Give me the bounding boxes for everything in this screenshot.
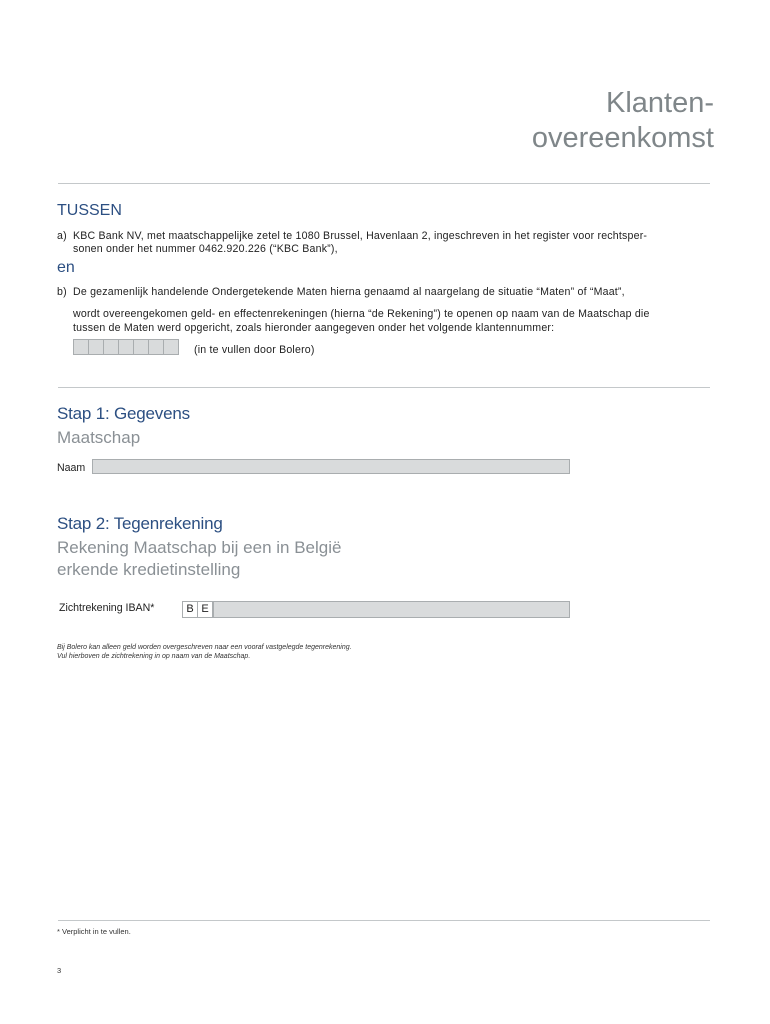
- clause-b-line3: tussen de Maten werd opgericht, zoals hieronder aangegeven onder het volgende klantennummer:: [73, 322, 555, 334]
- client-number-field[interactable]: [73, 339, 178, 355]
- clause-b-line1: De gezamenlijk handelende Ondergetekende Maten hierna genaamd al naargelang de situatie “Maten” of “Maat”,: [73, 286, 625, 298]
- page-title-line2: overeenkomst: [531, 122, 714, 154]
- iban-prefix-cell: E: [197, 601, 213, 618]
- clause-a-marker: a): [57, 230, 67, 242]
- page-number: 3: [57, 966, 62, 975]
- en-heading: en: [57, 259, 75, 276]
- client-number-cell[interactable]: [133, 339, 149, 355]
- client-number-cell[interactable]: [163, 339, 179, 355]
- footer-divider: [58, 920, 710, 921]
- client-number-cell[interactable]: [148, 339, 164, 355]
- clause-b-marker: b): [57, 286, 67, 298]
- iban-label: Zichtrekening IBAN*: [59, 602, 155, 614]
- page-title-line1: Klanten-: [605, 87, 714, 119]
- tussen-heading: TUSSEN: [57, 202, 122, 219]
- name-label: Naam: [57, 462, 86, 474]
- iban-field[interactable]: [213, 601, 570, 618]
- client-number-cell[interactable]: [103, 339, 119, 355]
- iban-note-line1: Bij Bolero kan alleen geld worden overgeschreven naar een vooraf vastgelegde tegenrekening.: [57, 644, 352, 651]
- clause-a-line2: sonen onder het nummer 0462.920.226 (“KBC Bank”),: [73, 243, 338, 255]
- required-note: * Verplicht in te vullen.: [57, 927, 131, 936]
- client-number-note: (in te vullen door Bolero): [194, 344, 315, 356]
- iban-country-code: [182, 601, 212, 618]
- client-number-cell[interactable]: [73, 339, 89, 355]
- name-field[interactable]: [92, 459, 570, 474]
- step1-title: Stap 1: Gegevens: [57, 404, 190, 423]
- clause-b-line2: wordt overeengekomen geld- en effectenrekeningen (hierna “de Rekening”) te openen op naam van de Maatschap die: [73, 308, 650, 320]
- iban-prefix-cell: B: [182, 601, 198, 618]
- divider: [58, 183, 710, 184]
- iban-note-line2: Vul hierboven de zichtrekening in op naam van de Maatschap.: [57, 653, 251, 660]
- clause-a-line1: KBC Bank NV, met maatschappelijke zetel te 1080 Brussel, Havenlaan 2, ingeschreven in het register voor rechtsper-: [73, 230, 648, 242]
- client-number-cell[interactable]: [118, 339, 134, 355]
- step2-title: Stap 2: Tegenrekening: [57, 514, 223, 533]
- step2-subtitle-line2: erkende kredietinstelling: [57, 560, 241, 579]
- client-number-cell[interactable]: [88, 339, 104, 355]
- step2-subtitle-line1: Rekening Maatschap bij een in België: [57, 538, 342, 557]
- step1-subtitle: Maatschap: [57, 428, 141, 447]
- divider: [58, 387, 710, 388]
